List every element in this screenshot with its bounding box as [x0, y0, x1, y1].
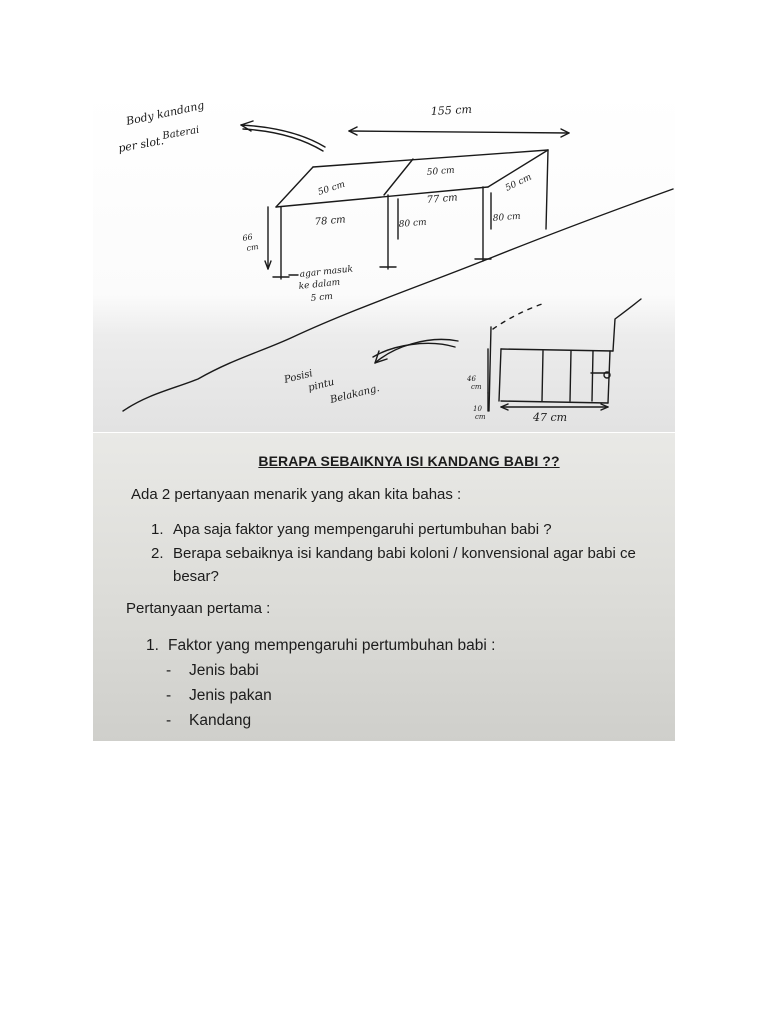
- door-caption-line3: Belakang.: [329, 383, 381, 406]
- question-1-text: Apa saja faktor yang mempengaruhi pertumbuhan babi ?: [173, 521, 552, 538]
- door-width-label: 47 cm: [533, 411, 568, 424]
- question-2-continuation: besar?: [173, 568, 219, 585]
- caption-body-line2: Baterai: [161, 124, 201, 142]
- question-2-text: Berapa sebaiknya isi kandang babi koloni / konvensional agar babi ce: [173, 545, 636, 562]
- leg-note-line1: agar masuk: [299, 264, 354, 280]
- question-2-number: 2.: [151, 545, 164, 562]
- factor-item: [166, 662, 259, 680]
- dim-depth-left-label: 50 cm: [316, 179, 347, 198]
- dim-width-right-label: 77 cm: [426, 192, 459, 206]
- door-height-unit: cm: [471, 383, 482, 391]
- caption-arrow: [241, 125, 325, 147]
- door-frame-left: [489, 327, 491, 411]
- dim-height-right-label: 80 cm: [492, 211, 522, 224]
- dim-depth-right-label: 50 cm: [503, 172, 534, 194]
- document-intro: Ada 2 pertanyaan menarik yang akan kita bahas :: [131, 486, 462, 503]
- leg-note-line3: 5 cm: [310, 291, 334, 304]
- bullet-dash: -: [166, 687, 172, 704]
- factor-item-text: Jenis pakan: [189, 687, 272, 704]
- factor-item-text: Jenis babi: [189, 662, 259, 679]
- subheading: Pertanyaan pertama :: [126, 600, 271, 617]
- leg-note-line2: ke dalam: [298, 277, 341, 292]
- door-bottom-unit: cm: [475, 413, 486, 421]
- bullet-dash: -: [166, 662, 172, 679]
- question-2: [151, 545, 636, 562]
- caption-body-line1: Body kandang: [124, 98, 206, 128]
- document-title: BERAPA SEBAIKNYA ISI KANDANG BABI ??: [258, 453, 560, 469]
- dim-height-left-unit: cm: [245, 242, 260, 253]
- factor-item: [166, 687, 272, 705]
- factor-item: [166, 712, 251, 730]
- dimension-line-total: [349, 131, 569, 133]
- factor-heading: [146, 637, 495, 655]
- dim-height-left-value: 66: [241, 232, 254, 243]
- dim-height-mid-label: 80 cm: [398, 217, 428, 230]
- door-bottom-value: 10: [473, 405, 482, 413]
- question-1: [151, 521, 552, 538]
- dim-total-label: 155 cm: [430, 102, 473, 118]
- document-photo: [93, 433, 675, 741]
- cage-sketch-drawing: [93, 89, 675, 432]
- factor-heading-text: Faktor yang mempengaruhi pertumbuhan babi :: [168, 637, 496, 654]
- door-caption-line1: Posisi: [283, 368, 314, 386]
- door-height-value: 46: [467, 375, 476, 383]
- bullet-dash: -: [166, 712, 172, 729]
- sketch-photo: [93, 89, 675, 432]
- dim-width-left-label: 78 cm: [314, 214, 347, 228]
- dim-depth-mid-label: 50 cm: [426, 165, 456, 178]
- factor-number: 1.: [146, 637, 159, 654]
- question-1-number: 1.: [151, 521, 164, 538]
- caption-body-line3: per slot.: [117, 134, 165, 155]
- door-caption-line2: pintu: [307, 376, 336, 394]
- factor-item-text: Kandang: [189, 712, 252, 729]
